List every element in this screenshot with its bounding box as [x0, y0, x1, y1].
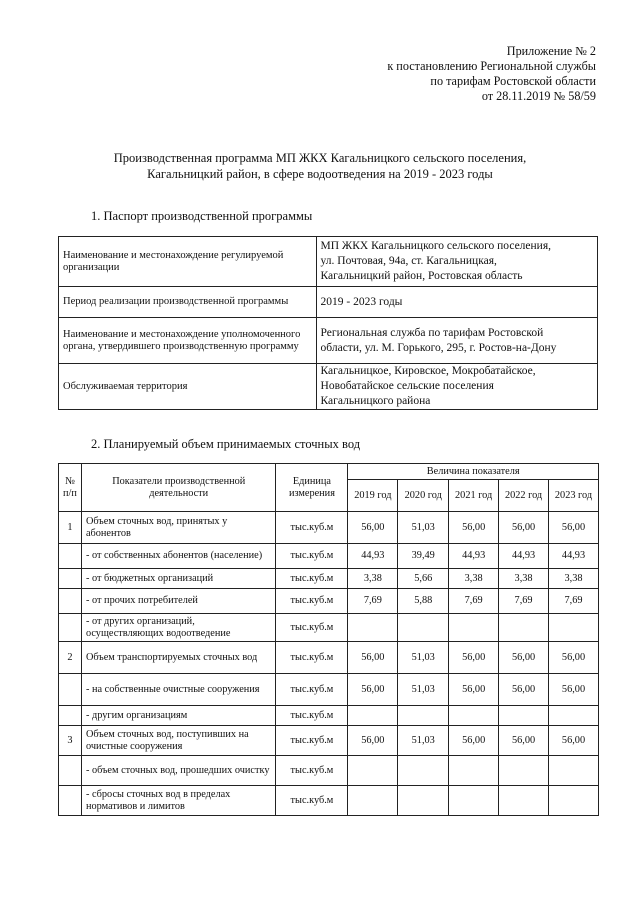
table-row — [59, 589, 599, 614]
passport-label: Наименование и местонахождение регулируемой организации — [59, 237, 317, 287]
row-unit-cell: тыс.куб.м — [276, 512, 348, 544]
volume-table-body — [59, 512, 599, 816]
passport-row — [59, 318, 598, 364]
title-line: Кагальницкий район, в сфере водоотведения на 2019 - 2023 годы — [147, 167, 493, 181]
row-value-cell: 7,69 — [549, 589, 599, 614]
row-value-cell: 51,03 — [398, 674, 449, 706]
row-unit-cell: тыс.куб.м — [276, 589, 348, 614]
row-value-cell: 51,03 — [398, 726, 449, 756]
row-value-cell: 3,38 — [549, 569, 599, 589]
row-indicator-cell: Объем сточных вод, поступивших на очистные сооружения — [81, 726, 276, 756]
row-no-cell: 2 — [59, 642, 82, 674]
passport-value-line: Региональная служба по тарифам Ростовской — [320, 326, 544, 339]
table-row — [59, 674, 599, 706]
row-value-cell — [549, 614, 599, 642]
header-unit: Единица измерения — [276, 464, 348, 512]
header-year: 2020 год — [398, 480, 449, 512]
row-value-cell — [549, 786, 599, 816]
passport-value — [316, 364, 597, 410]
row-value-cell — [449, 706, 499, 726]
row-no-cell — [59, 706, 82, 726]
volume-table — [58, 463, 599, 816]
row-value-cell: 56,00 — [549, 726, 599, 756]
row-no-cell — [59, 786, 82, 816]
row-indicator-cell: - от прочих потребителей — [81, 589, 276, 614]
row-unit-cell: тыс.куб.м — [276, 674, 348, 706]
row-unit-cell: тыс.куб.м — [276, 614, 348, 642]
row-value-cell: 56,00 — [499, 726, 549, 756]
row-value-cell: 7,69 — [449, 589, 499, 614]
row-value-cell: 56,00 — [549, 642, 599, 674]
row-value-cell: 56,00 — [499, 642, 549, 674]
row-value-cell — [499, 756, 549, 786]
row-no-cell — [59, 614, 82, 642]
row-value-cell: 3,38 — [449, 569, 499, 589]
row-value-cell — [499, 706, 549, 726]
row-indicator-cell: - другим организациям — [81, 706, 276, 726]
row-no-cell — [59, 589, 82, 614]
row-no-cell — [59, 569, 82, 589]
row-value-cell: 56,00 — [549, 674, 599, 706]
passport-label: Период реализации производственной программы — [59, 287, 317, 318]
row-value-cell: 44,93 — [449, 544, 499, 569]
row-value-cell — [398, 706, 449, 726]
passport-row — [59, 364, 598, 410]
passport-value-line: Кагальницкий район, Ростовская область — [320, 270, 523, 282]
row-value-cell: 56,00 — [449, 726, 499, 756]
row-value-cell — [499, 614, 549, 642]
header-indicator: Показатели производственной деятельности — [81, 464, 276, 512]
row-value-cell: 56,00 — [348, 674, 398, 706]
table-row — [59, 569, 599, 589]
row-value-cell — [499, 786, 549, 816]
row-value-cell — [348, 614, 398, 642]
section-heading-volume: 2. Планируемый объем принимаемых сточных вод — [91, 437, 361, 451]
passport-value — [316, 237, 597, 287]
header-year: 2022 год — [499, 480, 549, 512]
section-heading-passport: 1. Паспорт производственной программы — [91, 209, 313, 223]
table-row — [59, 544, 599, 569]
row-value-cell: 56,00 — [449, 642, 499, 674]
row-indicator-cell: Объем транспортируемых сточных вод — [81, 642, 276, 674]
row-value-cell: 5,88 — [398, 589, 449, 614]
passport-label: Обслуживаемая территория — [59, 364, 317, 410]
passport-value-line: 2019 - 2023 годы — [320, 295, 403, 308]
table-row — [59, 756, 599, 786]
row-indicator-cell: - сбросы сточных вод в пределах нормативов и лимитов — [81, 786, 276, 816]
passport-value-line: Новобатайское сельские поселения — [320, 380, 494, 392]
row-unit-cell: тыс.куб.м — [276, 569, 348, 589]
row-value-cell: 56,00 — [449, 512, 499, 544]
row-value-cell: 56,00 — [348, 512, 398, 544]
header-year: 2021 год — [449, 480, 499, 512]
row-value-cell: 3,38 — [499, 569, 549, 589]
row-value-cell: 56,00 — [449, 674, 499, 706]
row-unit-cell: тыс.куб.м — [276, 544, 348, 569]
row-value-cell: 7,69 — [348, 589, 398, 614]
row-value-cell: 5,66 — [398, 569, 449, 589]
header-year: 2023 год — [549, 480, 599, 512]
row-value-cell: 44,93 — [499, 544, 549, 569]
row-value-cell — [398, 756, 449, 786]
passport-value-line: МП ЖКХ Кагальницкого сельского поселения, — [320, 240, 551, 252]
table-row — [59, 614, 599, 642]
row-value-cell: 56,00 — [499, 674, 549, 706]
appendix-line: к постановлению Региональной службы — [387, 59, 596, 73]
row-value-cell: 7,69 — [499, 589, 549, 614]
table-row — [59, 512, 599, 544]
table-row — [59, 786, 599, 816]
row-value-cell: 56,00 — [348, 642, 398, 674]
row-value-cell — [449, 756, 499, 786]
appendix-header — [387, 44, 596, 104]
row-value-cell — [549, 756, 599, 786]
row-value-cell: 51,03 — [398, 512, 449, 544]
row-indicator-cell: - от собственных абонентов (население) — [81, 544, 276, 569]
row-no-cell: 1 — [59, 512, 82, 544]
row-value-cell: 3,38 — [348, 569, 398, 589]
header-year: 2019 год — [348, 480, 398, 512]
passport-table — [58, 236, 598, 410]
passport-label: Наименование и местонахождение уполномоченного органа, утвердившего производственную программу — [59, 318, 317, 364]
row-indicator-cell: - на собственные очистные сооружения — [81, 674, 276, 706]
passport-value — [316, 287, 597, 318]
row-value-cell — [449, 614, 499, 642]
passport-value-line: Кагальницкого района — [320, 395, 431, 407]
passport-row — [59, 287, 598, 318]
row-no-cell: 3 — [59, 726, 82, 756]
row-value-cell — [549, 706, 599, 726]
passport-value-line: ул. Почтовая, 94а, ст. Кагальницкая, — [320, 255, 497, 267]
header-value: Величина показателя — [348, 464, 599, 480]
table-row — [59, 706, 599, 726]
row-indicator-cell: - объем сточных вод, прошедших очистку — [81, 756, 276, 786]
appendix-line: от 28.11.2019 № 58/59 — [481, 89, 596, 103]
row-unit-cell: тыс.куб.м — [276, 726, 348, 756]
row-no-cell — [59, 756, 82, 786]
row-unit-cell: тыс.куб.м — [276, 642, 348, 674]
row-value-cell: 39,49 — [398, 544, 449, 569]
row-value-cell: 51,03 — [398, 642, 449, 674]
appendix-line: Приложение № 2 — [506, 44, 596, 58]
row-value-cell — [348, 706, 398, 726]
row-no-cell — [59, 544, 82, 569]
row-no-cell — [59, 674, 82, 706]
header-no: № п/п — [59, 464, 82, 512]
row-value-cell — [398, 614, 449, 642]
row-unit-cell: тыс.куб.м — [276, 756, 348, 786]
passport-value-line: области, ул. М. Горького, 295, г. Ростов-на-Дону — [320, 341, 557, 354]
row-value-cell: 56,00 — [348, 726, 398, 756]
row-value-cell — [449, 786, 499, 816]
passport-value-line: Кагальницкое, Кировское, Мокробатайское, — [320, 365, 536, 377]
document-title — [60, 150, 580, 182]
header-row — [59, 464, 599, 480]
table-row — [59, 726, 599, 756]
row-value-cell — [348, 756, 398, 786]
passport-row — [59, 237, 598, 287]
title-line: Производственная программа МП ЖКХ Кагальницкого сельского поселения, — [113, 151, 527, 165]
row-value-cell: 44,93 — [549, 544, 599, 569]
row-indicator-cell: - от бюджетных организаций — [81, 569, 276, 589]
row-value-cell — [348, 786, 398, 816]
row-indicator-cell: Объем сточных вод, принятых у абонентов — [81, 512, 276, 544]
appendix-line: по тарифам Ростовской области — [430, 74, 596, 88]
row-value-cell: 56,00 — [549, 512, 599, 544]
row-unit-cell: тыс.куб.м — [276, 706, 348, 726]
table-row — [59, 642, 599, 674]
row-value-cell: 44,93 — [348, 544, 398, 569]
row-value-cell: 56,00 — [499, 512, 549, 544]
row-value-cell — [398, 786, 449, 816]
passport-value — [316, 318, 597, 364]
row-indicator-cell: - от других организаций, осуществляющих водоотведение — [81, 614, 276, 642]
row-unit-cell: тыс.куб.м — [276, 786, 348, 816]
